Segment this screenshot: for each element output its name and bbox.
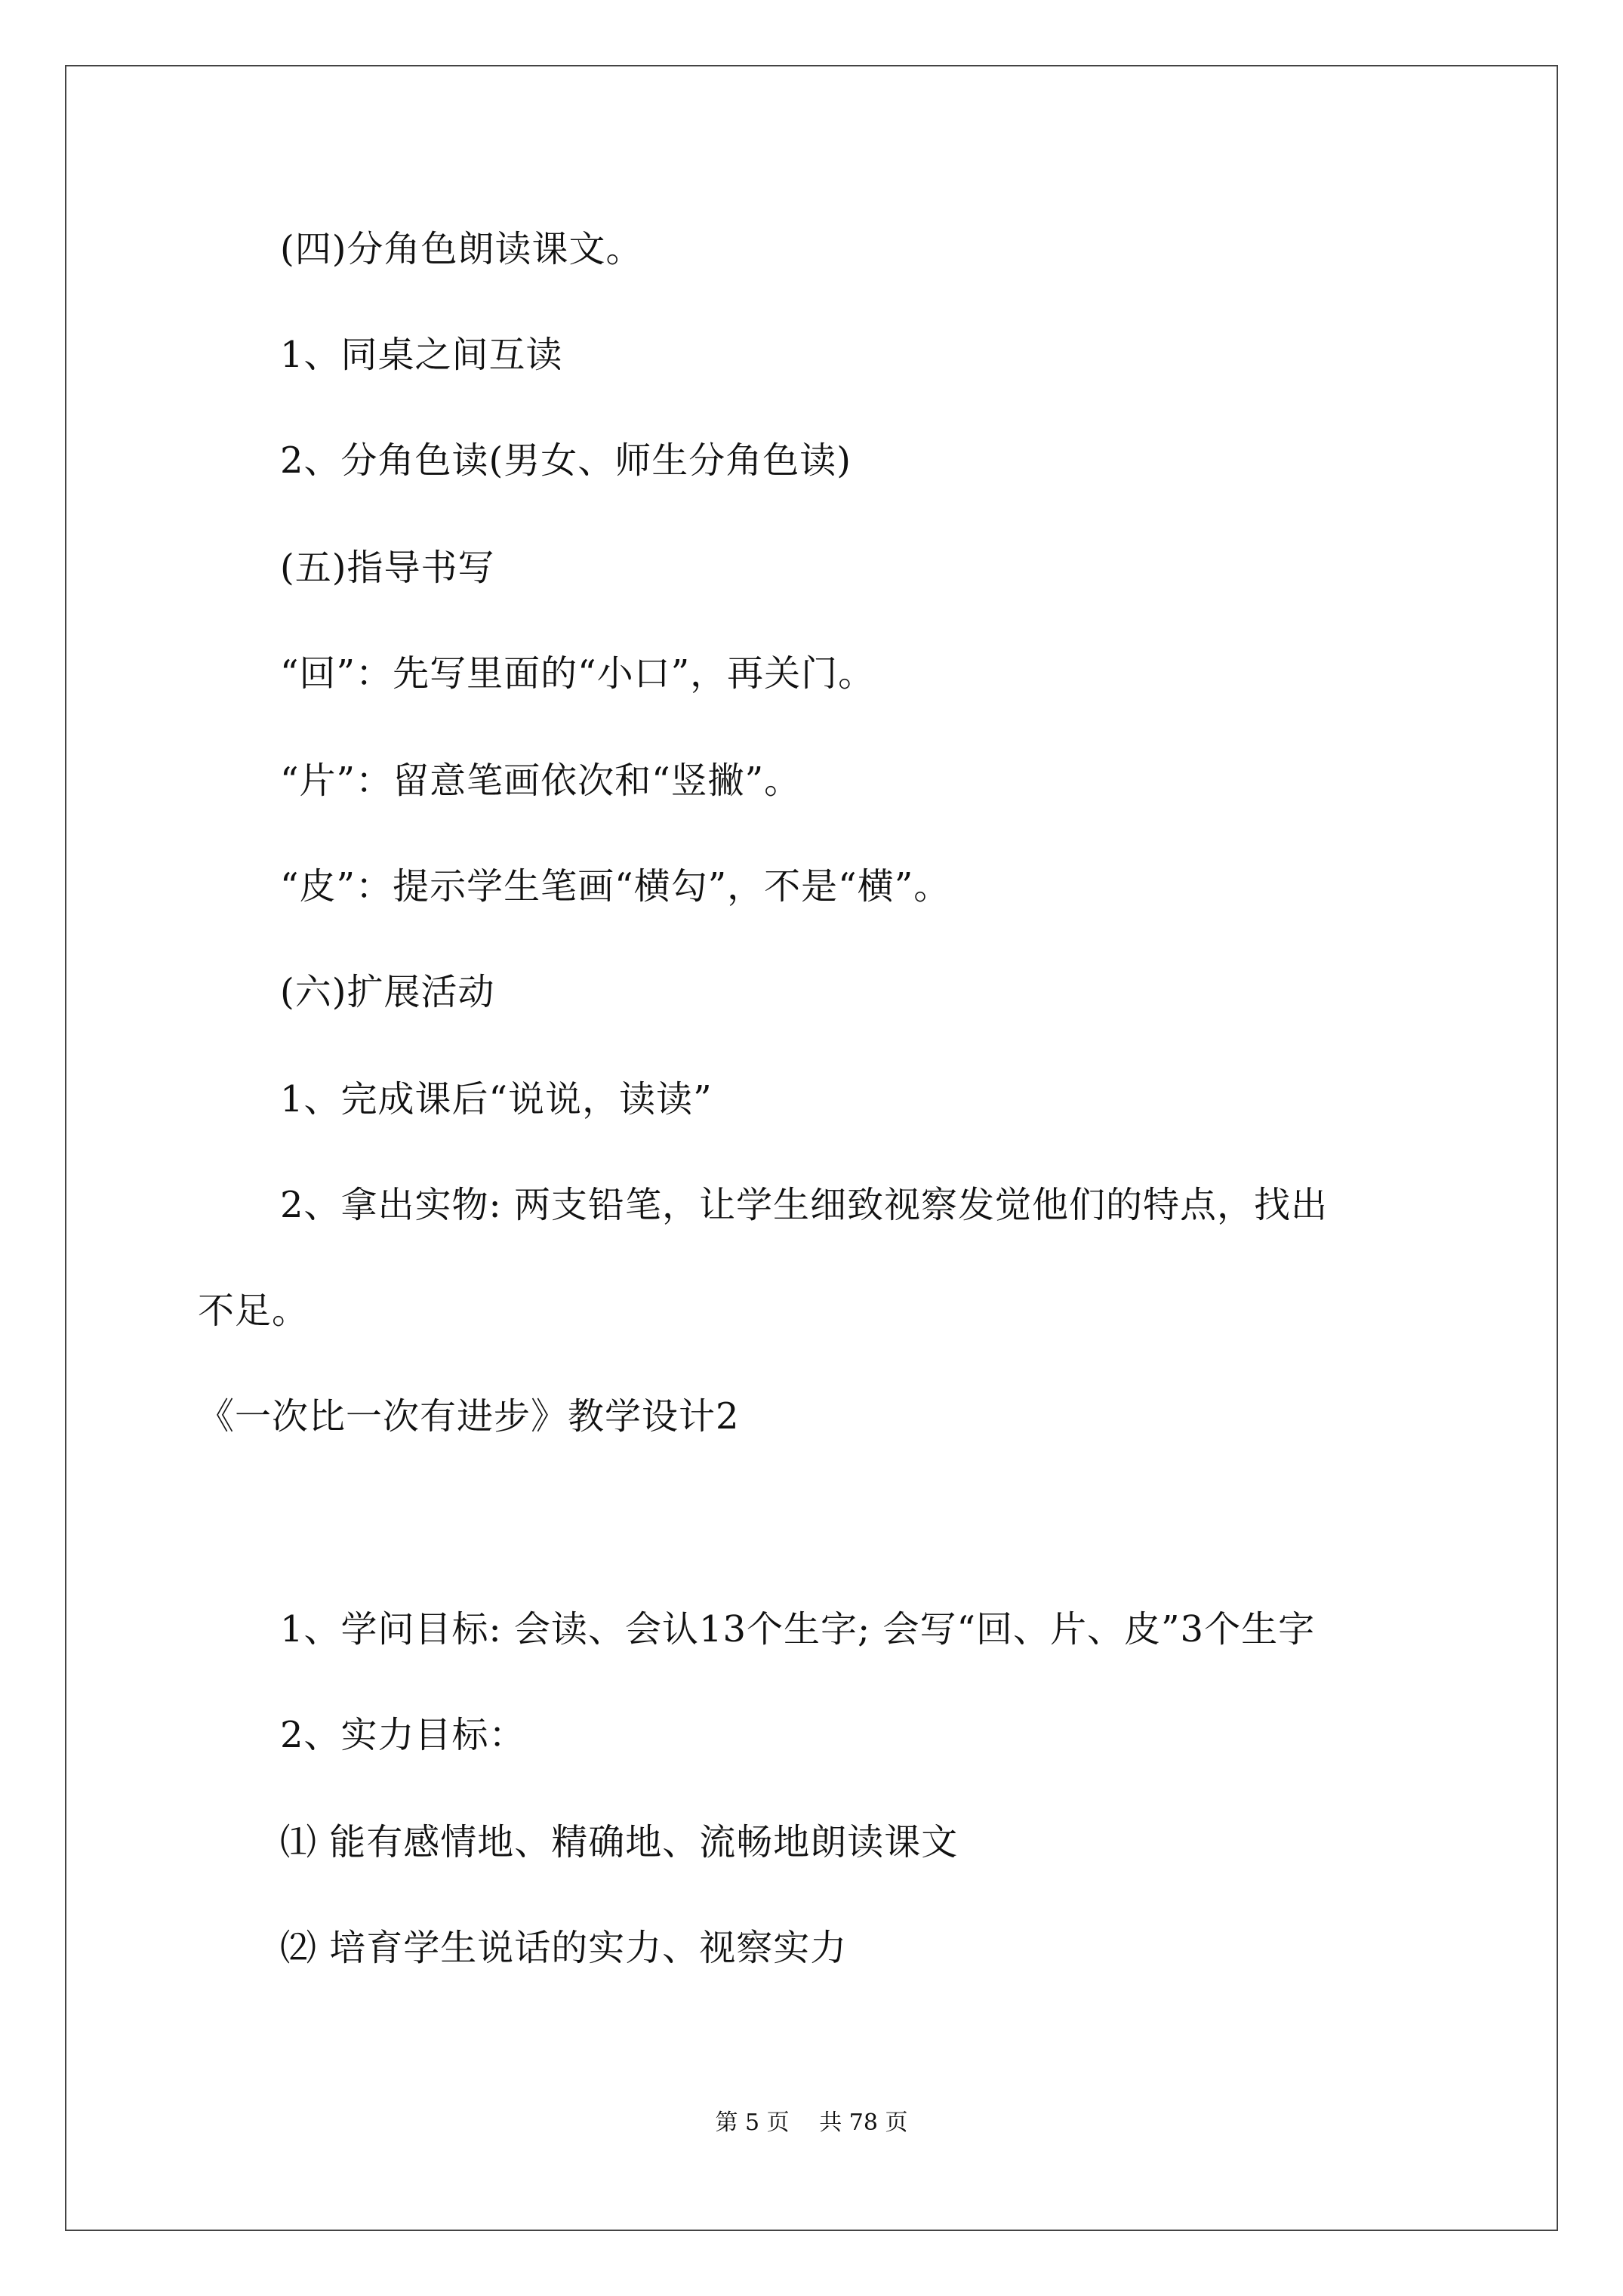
section-heading: (五)指导书写 [280, 547, 495, 589]
text-line: 1、完成课后“说说，读读” [280, 1078, 713, 1120]
text-line: 2、实力目标： [280, 1714, 526, 1756]
text-line: ⑴ 能有感情地、精确地、流畅地朗读课文 [280, 1821, 959, 1863]
page-border [65, 65, 1558, 2231]
text-line: 不足。 [198, 1290, 310, 1332]
text-line: 2、拿出实物: 两支铅笔，让学生细致视察发觉他们的特点，找出 [280, 1184, 1328, 1226]
page-number: 第 5 页 共 78 页 [715, 2110, 908, 2136]
text-line: (四)分角色朗读课文。 [280, 228, 643, 270]
text-line: 1、学问目标: 会读、会认13个生字; 会写“回、片、皮”3个生字 [280, 1608, 1316, 1650]
text-line: ⑵ 培育学生说话的实力、视察实力 [280, 1927, 848, 1969]
text-line: 1、同桌之间互读 [280, 334, 563, 376]
document-title: 《一次比一次有进步》教学设计2 [198, 1395, 740, 1438]
text-line: “回”：先写里面的“小口”，再关门。 [280, 652, 876, 695]
text-line: 2、分角色读(男女、师生分角色读) [280, 439, 852, 482]
section-heading: (六)扩展活动 [280, 971, 495, 1013]
text-line: “皮”：提示学生笔画“横勾”，不是“横”。 [280, 865, 951, 908]
text-line: “片”：留意笔画依次和“竖撇”。 [280, 760, 802, 802]
